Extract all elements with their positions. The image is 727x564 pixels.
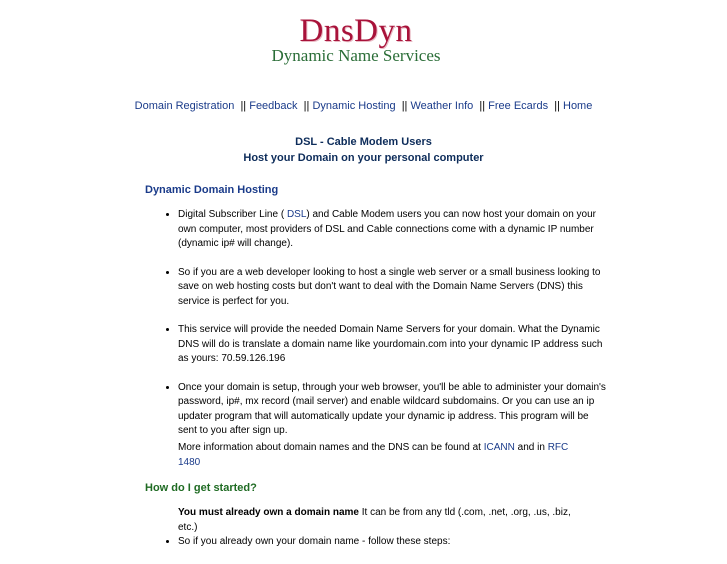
requirement-paragraph bbox=[178, 506, 588, 535]
section-title-get-started: How do I get started? bbox=[145, 482, 257, 494]
site-logo bbox=[0, 14, 727, 66]
dsl-link[interactable]: DSL bbox=[286, 209, 307, 220]
list-item: • So if you already own your domain name - follow these steps: bbox=[178, 535, 608, 550]
nav-separator: || bbox=[554, 100, 560, 112]
list-item: • So if you are a web developer looking to host a single web server or a small business looking to save on web hosting costs but don't want to deal with the Domain Name Servers (DNS) this service is perfect for you. bbox=[178, 266, 608, 310]
list-item-text: Digital Subscriber Line ( bbox=[178, 209, 287, 220]
page-headline bbox=[0, 134, 727, 166]
nav-dynamic-hosting[interactable]: Dynamic Hosting bbox=[312, 100, 396, 112]
more-info-text: More information about domain names and the DNS can be found at bbox=[178, 442, 484, 453]
nav-separator: || bbox=[401, 100, 408, 112]
list-item: • This service will provide the needed Domain Name Servers for your domain. What the Dynamic DNS will do is translate a domain name like yourdomain.com into your dynamic IP address such as yours: 70.59.126.196 bbox=[178, 323, 608, 367]
nav-free-ecards[interactable]: Free Ecards bbox=[488, 100, 549, 112]
feature-list bbox=[160, 208, 608, 453]
more-info-text: and in bbox=[514, 442, 548, 453]
headline-line-1: DSL - Cable Modem Users bbox=[295, 136, 432, 148]
nav-separator: || bbox=[240, 100, 247, 112]
top-navigation bbox=[0, 100, 727, 112]
more-info-paragraph bbox=[178, 441, 588, 470]
logo-subtitle: Dynamic Name Services bbox=[271, 46, 441, 65]
nav-feedback[interactable]: Feedback bbox=[249, 100, 298, 112]
list-item bbox=[178, 208, 608, 252]
nav-separator: || bbox=[479, 100, 486, 112]
headline-line-2: Host your Domain on your personal computer bbox=[243, 152, 484, 164]
nav-separator: || bbox=[303, 100, 310, 112]
nav-domain-registration[interactable]: Domain Registration bbox=[134, 100, 235, 112]
nav-weather-info[interactable]: Weather Info bbox=[410, 100, 474, 112]
rfc-1480-link[interactable]: RFC 1480 bbox=[178, 442, 569, 468]
nav-home[interactable]: Home bbox=[563, 100, 593, 112]
list-item bbox=[178, 381, 608, 439]
logo-title: DnsDyn bbox=[299, 13, 413, 49]
steps-list bbox=[160, 535, 608, 564]
requirement-text: It can be from any tld (.com, .net, .org, .us, .biz, etc.) bbox=[178, 507, 571, 533]
requirement-strong: You must already own a domain name bbox=[178, 507, 359, 518]
list-item-text: Once your domain is setup, through your web browser, you'll be able to administer your domain's password, ip#, mx record (mail server) and enable wildcard subdomains. Or you can use an ip updater program that will automatically update your dynamic ip address. This program will be sent to you after sign up. bbox=[178, 381, 606, 436]
icann-link[interactable]: ICANN bbox=[483, 442, 515, 453]
list-item-text: ) and Cable Modem users you can now host your domain on your own computer, most providers of DSL and Cable connections come with a dynamic IP number (dynamic ip# will change). bbox=[178, 209, 596, 249]
section-title-dynamic-hosting: Dynamic Domain Hosting bbox=[145, 184, 279, 196]
